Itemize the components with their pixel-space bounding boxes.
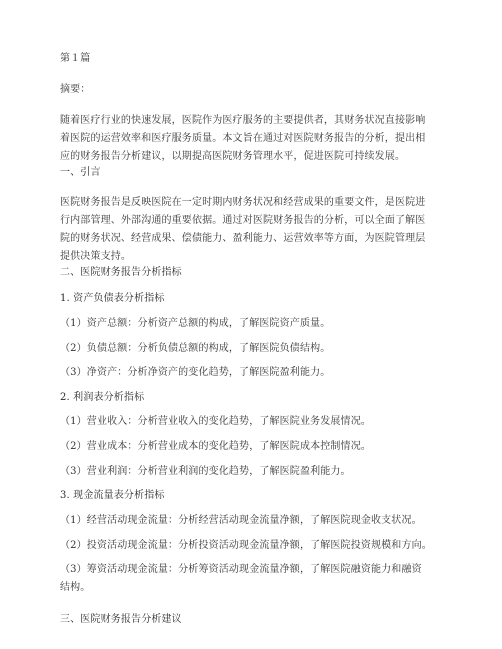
list-item-line: 结构。 <box>60 582 91 593</box>
list-item: （2）负债总额：分析负债总额的构成，了解医院负债结构。 <box>60 343 331 354</box>
intro-line: 行内部管理、外部沟通的重要依据。通过对医院财务报告的分析，可以全面了解医 <box>60 215 426 226</box>
section-heading-suggestions: 三、医院财务报告分析建议 <box>60 614 182 625</box>
subsection-heading-income-statement: 2. 利润表分析指标 <box>60 392 145 403</box>
part-title: 第１篇 <box>60 53 91 64</box>
list-item: （2）营业成本：分析营业成本的变化趋势，了解医院成本控制情况。 <box>60 441 372 452</box>
list-item: （1）资产总额：分析资产总额的构成，了解医院资产质量。 <box>60 318 331 329</box>
subsection-heading-balance-sheet: 1. 资产负债表分析指标 <box>60 293 165 304</box>
list-item: （3）净资产：分析净资产的变化趋势，了解医院盈利能力。 <box>60 367 331 378</box>
abstract-line: 随着医疗行业的快速发展，医院作为医疗服务的主要提供者，其财务状况直接影响 <box>60 115 426 126</box>
intro-paragraph <box>60 197 444 269</box>
list-item: （1）营业收入：分析营业收入的变化趋势，了解医院业务发展情况。 <box>60 416 372 427</box>
abstract-label: 摘要： <box>60 84 91 95</box>
list-item <box>60 564 444 600</box>
intro-line: 院的财务状况、经营成果、偿债能力、盈利能力、运营效率等方面，为医院管理层 <box>60 233 426 244</box>
abstract-line: 应的财务报告分析建议，以期提高医院财务管理水平，促进医院可持续发展。 <box>60 151 406 162</box>
list-item-line: （3）筹资活动现金流量：分析筹资活动现金流量净额，了解医院融资能力和融资 <box>60 564 422 575</box>
section-heading-intro: 一、引言 <box>60 167 101 178</box>
abstract-paragraph <box>60 115 444 169</box>
list-item: （2）投资活动现金流量：分析投资活动现金流量净额，了解医院投资规模和方向。 <box>60 540 432 551</box>
intro-line: 提供决策支持。 <box>60 251 132 262</box>
abstract-line: 着医院的运营效率和医疗服务质量。本文旨在通过对医院财务报告的分析，提出相 <box>60 133 426 144</box>
subsection-heading-cash-flow: 3. 现金流量表分析指标 <box>60 490 165 501</box>
section-heading-indicators: 二、医院财务报告分析指标 <box>60 267 182 278</box>
list-item: （1）经营活动现金流量：分析经营活动现金流量净额，了解医院现金收支状况。 <box>60 515 422 526</box>
list-item: （3）营业利润：分析营业利润的变化趋势，了解医院盈利能力。 <box>60 466 351 477</box>
intro-line: 医院财务报告是反映医院在一定时期内财务状况和经营成果的重要文件，是医院进 <box>60 197 426 208</box>
